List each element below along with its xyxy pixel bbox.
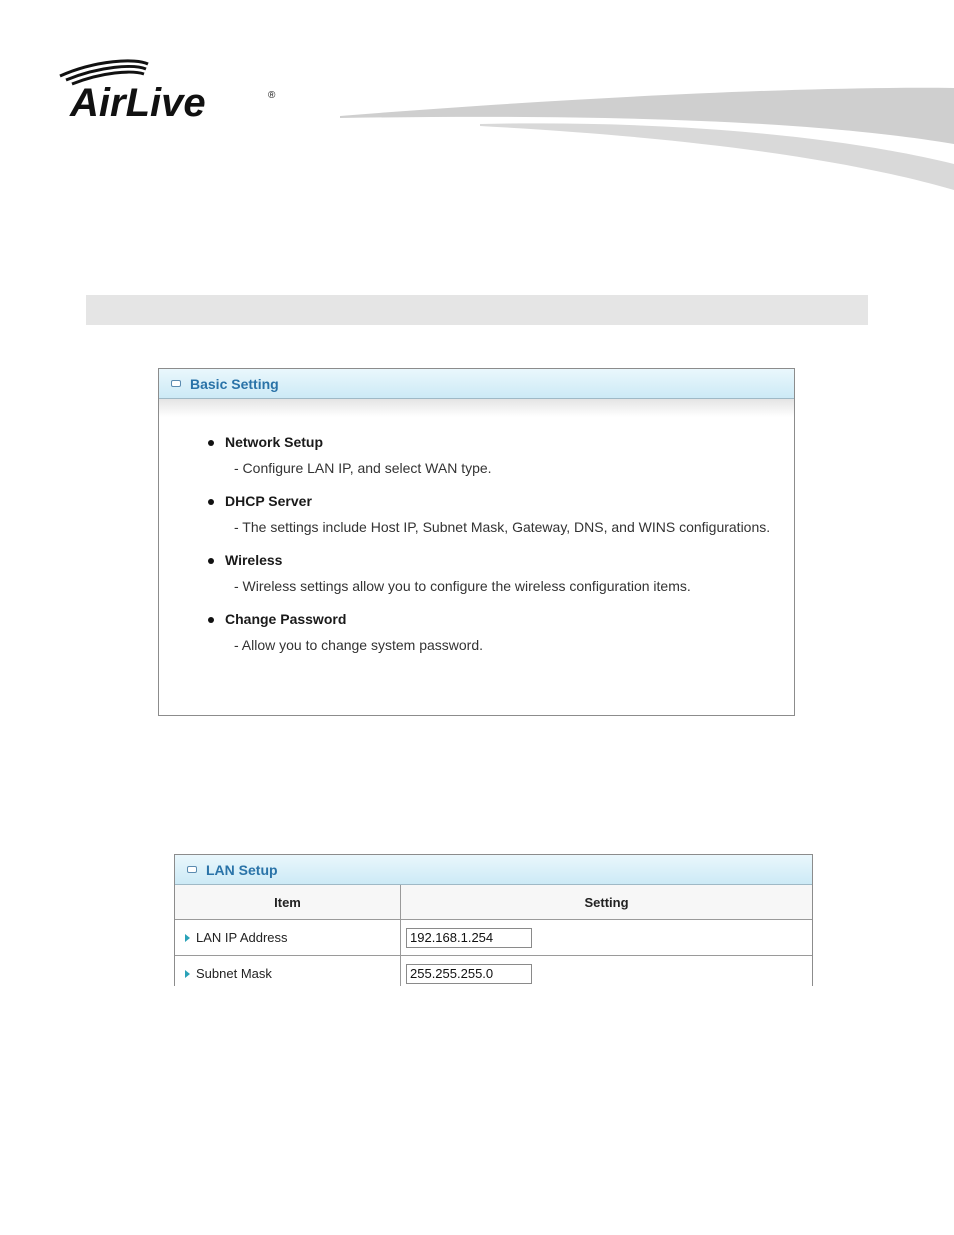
row-label: LAN IP Address	[196, 930, 288, 945]
item-title[interactable]: Network Setup	[207, 434, 794, 450]
lan-setup-table	[175, 885, 812, 986]
lan-setup-header	[175, 855, 812, 885]
row-label: Subnet Mask	[196, 966, 272, 981]
svg-text:AirLive: AirLive	[70, 81, 206, 125]
table-row	[175, 956, 812, 987]
item-title[interactable]: DHCP Server	[207, 493, 794, 509]
table-header-row	[175, 885, 812, 920]
svg-text:®: ®	[268, 90, 276, 101]
lan-ip-address-input[interactable]: 192.168.1.254	[406, 928, 532, 948]
section-header-bar	[86, 295, 868, 325]
row-label-cell	[175, 956, 401, 987]
row-label-cell	[175, 920, 401, 956]
list-item	[207, 493, 794, 535]
row-setting-cell	[401, 956, 813, 987]
subnet-mask-input[interactable]: 255.255.255.0	[406, 964, 532, 984]
panel-icon	[171, 380, 181, 387]
row-setting-cell	[401, 920, 813, 956]
item-description: - The settings include Host IP, Subnet Mask, Gateway, DNS, and WINS configurations.	[234, 519, 771, 535]
basic-setting-panel	[158, 368, 795, 716]
list-item	[207, 552, 794, 594]
lan-setup-panel	[174, 854, 813, 986]
basic-setting-title: Basic Setting	[190, 375, 279, 392]
panel-icon	[187, 866, 197, 873]
list-item	[207, 434, 794, 476]
item-title[interactable]: Wireless	[207, 552, 794, 568]
item-description: - Wireless settings allow you to configure the wireless configuration items.	[234, 578, 691, 594]
item-description: - Allow you to change system password.	[234, 637, 484, 653]
basic-setting-header	[159, 369, 794, 399]
panel-shade	[159, 399, 794, 417]
list-item	[207, 611, 794, 653]
item-title[interactable]: Change Password	[207, 611, 794, 627]
lan-setup-title: LAN Setup	[206, 861, 278, 878]
triangle-right-icon	[185, 934, 190, 942]
triangle-right-icon	[185, 970, 190, 978]
item-description: - Configure LAN IP, and select WAN type.	[234, 460, 492, 476]
column-header-setting: Setting	[401, 885, 813, 920]
column-header-item: Item	[175, 885, 401, 920]
airlive-logo	[56, 58, 286, 128]
basic-setting-list	[159, 434, 794, 653]
table-row	[175, 920, 812, 956]
header-swoosh-graphic	[340, 80, 954, 200]
